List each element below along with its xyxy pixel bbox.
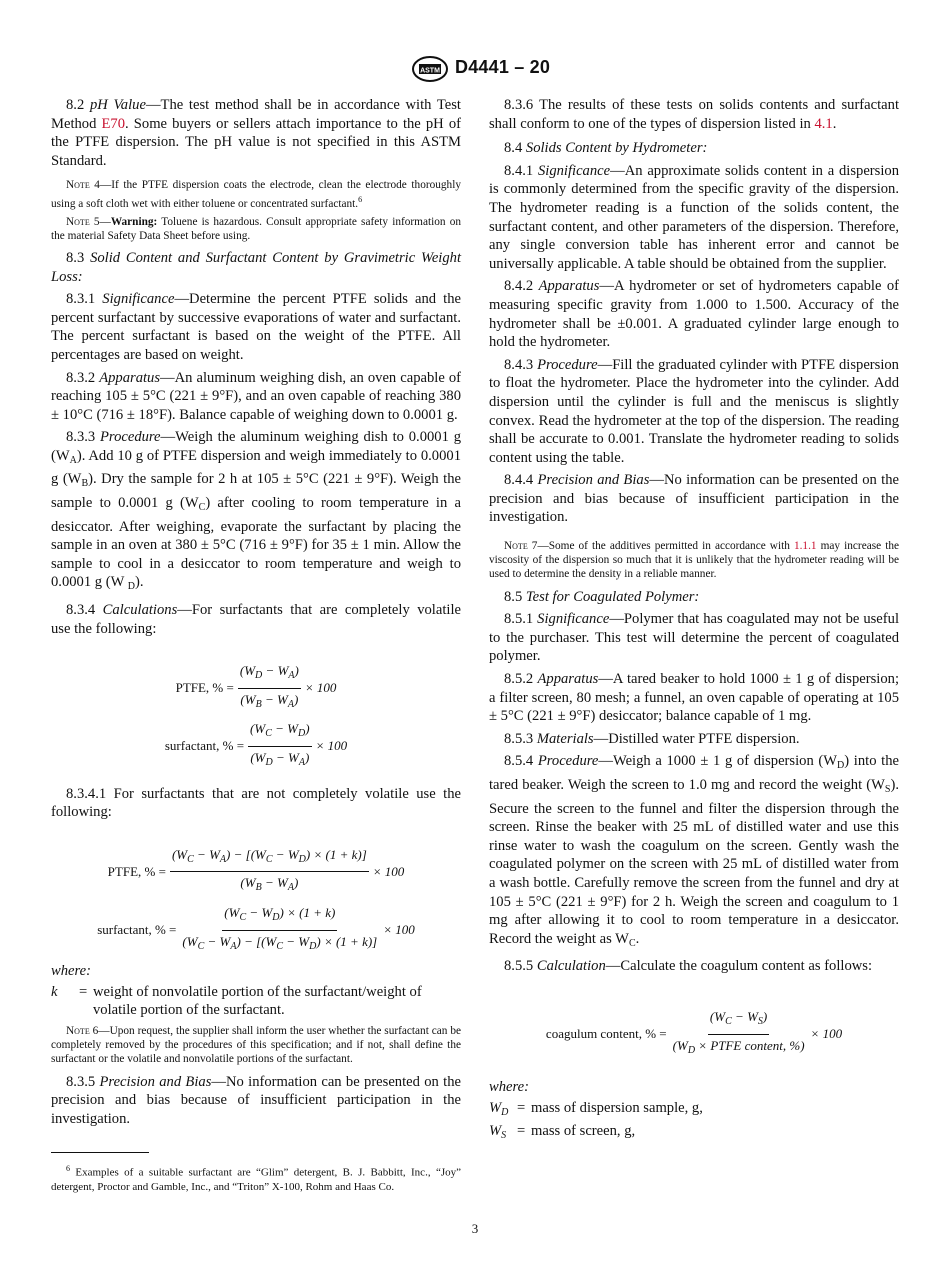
section-8-4-4: 8.4.4 Precision and Bias—No information can be presented on the precision and bias because of insufficient participation in the investigation. — [489, 472, 899, 526]
section-8-4-1: 8.4.1 Significance—An approximate solids content in a dispersion is commonly determined from the specific gravity of the dispersion. The hydrometer reading is a function of the solids content, the surfactant content, and other parameters of the dispersion. Therefore, any single conversion table has inherent error and cannot be universally applicable. A table should be obtained from the supplier. — [489, 162, 899, 272]
definition-k: k = weight of nonvolatile portion of the surfactant/weight of volatile portion of the surfactant. — [51, 983, 422, 1019]
right-column — [489, 96, 899, 1150]
logo-text: ASTM — [420, 67, 440, 75]
section-8-5-1: 8.5.1 Significance—Polymer that has coagulated may not be useful to the purchaser. This test will determine the percent of coagulated polymer. — [489, 611, 899, 665]
section-8-3-5: 8.3.5 Precision and Bias—No information can be presented on the precision and bias because of insufficient participation in the investigation. — [51, 1073, 461, 1127]
section-8-2: 8.2 pH Value—The test method shall be in accordance with Test Method E70. Some buyers or sellers attach importance to the pH of the PTFE dispersion. The pH value is not specified in this ASTM Standard. — [51, 97, 461, 169]
section-8-3-6: 8.3.6 The results of these tests on solids contents and surfactant shall conform to one of the types of dispersion listed in 4.1. — [489, 97, 900, 132]
section-8-3: 8.3 Solid Content and Surfactant Content by Gravimetric Weight Loss: — [51, 249, 461, 285]
link-4-1[interactable]: 4.1 — [814, 115, 833, 132]
footnote-6: $^6$ Examples of a suitable surfactant are “Glim” detergent, B. J. Babbitt, Inc., “Joy” detergent, Proctor and Gamble, Inc., and “Triton” X-100, Rohm and Haas Co. — [51, 1164, 461, 1193]
definition-ws: $W_S$ = mass of screen, g, — [489, 1123, 636, 1142]
document-id: D4441 – 20 — [455, 57, 551, 77]
note-7: Note 7—Some of the additives permitted in accordance with 1.1.1 may increase the viscosity of the dispersion so much that it is unlikely that the hydrometer reading will be used to determine the density in a reliable manner. — [489, 540, 899, 581]
section-8-5-5: 8.5.5 Calculation—Calculate the coagulum content as follows: — [504, 958, 873, 975]
section-8-3-2: 8.3.2 Apparatus—An aluminum weighing dish, an oven capable of reaching 105 ± 5°C (221 ± 9°F), and an oven capable of reaching 380 ± 10°C (716 ± 18°F). Balance capable of weighing down to 0.0001 g. — [51, 369, 461, 423]
section-8-3-4: 8.3.4 Calculations—For surfactants that are completely volatile use the following: — [51, 602, 461, 637]
equation-surfactant-nonvolatile: surfactant, % = $\frac{(W_C - W_D) \times (1 + k)}{(W_C - W_A) - [(W_C - W_D) \times (1 + k)]}$ × 100 — [97, 904, 415, 952]
section-8-3-4-1: 8.3.4.1 For surfactants that are not completely volatile use the following: — [51, 785, 461, 821]
link-e70[interactable]: E70 — [101, 115, 126, 132]
section-8-4-2: 8.4.2 Apparatus—A hydrometer or set of hydrometers capable of measuring specific gravity from 1.000 to 1.500. Accuracy of the hydrometer shall be ±0.001. A graduated cylinder large enough to hold the hydrometer. — [489, 278, 899, 351]
note-4: Note 4—If the PTFE dispersion coats the electrode, clean the electrode thoroughly using a soft cloth wet with either toluene or concentrated surfactant.$^6$ — [51, 179, 461, 210]
section-8-5: 8.5 Test for Coagulated Polymer: — [504, 588, 700, 605]
definition-wd: $W_D$ = mass of dispersion sample, g, — [489, 1099, 703, 1118]
link-1-1-1[interactable]: 1.1.1 — [793, 540, 817, 553]
equation-ptfe-volatile: PTFE, % = $\frac{(W_D - W_A)}{(W_B - W_A)}$ × 100 — [175, 663, 337, 710]
left-column — [51, 96, 461, 1132]
section-8-4-3: 8.4.3 Procedure—Fill the graduated cylinder with PTFE dispersion to float the hydrometer. Place the hydrometer into the cylinder. Add dispersion until the cylinder is full and the meniscus is slightly convex. Read the hydrometer at the top of the dispersion. The reading shall be accurate to 0.001. Translate the hydrometer reading to solids content using the table. — [489, 356, 899, 466]
equation-surfactant-volatile: surfactant, % = $\frac{(W_C - W_D)}{(W_D - W_A)}$ × 100 — [164, 721, 348, 769]
section-8-5-2: 8.5.2 Apparatus—A tared beaker to hold 1000 ± 1 g of dispersion; a filter screen, 80 mesh; a funnel, an oven capable of operating at 105 ± 5°C (221 ± 9°F) desiccator; balance capable of 1 mg. — [489, 671, 900, 725]
section-8-4: 8.4 Solids Content by Hydrometer: — [504, 140, 708, 157]
where-label-right: where: — [489, 1079, 529, 1096]
equation-coagulum: coagulum content, % = $\frac{(W_C - W_S)}{(W_D \times PTFE content, \%)}$ × 100 — [545, 1008, 843, 1056]
page-header — [0, 56, 950, 82]
note-6: Note 6—Upon request, the supplier shall inform the user whether the surfactant can be completely removed by the procedures of this specification; and if not, shall define the surfactant or the volatile and nonvolatile portions of the surfactant. — [51, 1024, 462, 1066]
where-label: where: — [51, 963, 91, 980]
section-8-5-4: 8.5.4 Procedure—Weigh a 1000 ± 1 g of dispersion $(W_D)$ into the tared beaker. Weigh the screen to 1.0 mg and record the weight $(W_S)$. Secure the screen to the funnel and filter the dispersion through the screen. Rinse the beaker with 25 mL of distilled water and use this rinse water to wash the coagulum on the screen. Gently wash the coagulated polymer on the screen with 25 mL of distilled water from a wash bottle. Carefully remove the screen from the funnel and dry at 105 ± 5°C (221 ± 9°F) for 2 h. Weigh the screen and coagulum to 1 mg after allowing it to cool to room temperature in a desiccator. Record the weight as $W_C$. — [489, 753, 899, 949]
section-8-5-3: 8.5.3 Materials—Distilled water PTFE dispersion. — [504, 730, 800, 747]
footnote-rule — [51, 1152, 149, 1153]
page-number: 3 — [471, 1221, 479, 1236]
astm-logo-icon — [410, 56, 450, 82]
equation-ptfe-nonvolatile: PTFE, % = $\frac{(W_C - W_A) - [(W_C - W_D) \times (1 + k)]}{(W_B - W_A)}$ × 100 — [107, 846, 405, 894]
note-5: Note 5—Warning: Toluene is hazardous. Consult appropriate safety information on the material Safety Data Sheet before using. — [51, 215, 461, 242]
section-8-3-1: 8.3.1 Significance—Determine the percent PTFE solids and the percent surfactant by successive evaporations of water and surfactant. The percent surfactant is based on the weight of the PTFE. All percentages are based on weight. — [51, 291, 461, 363]
section-8-3-3: 8.3.3 Procedure—Weigh the aluminum weighing dish to 0.0001 g $(W_A)$. Add 10 g of PTFE dispersion and weigh immediately to 0.0001 g $(W_B)$. Dry the sample for 2 h at 105 ± 5°C (221 ± 9°F). Weigh the sample to 0.0001 g $(W_C)$ after cooling to room temperature in a desiccator. After weighing, evaporate the surfactant by placing the sample in an oven at 380 ± 5°C (716 ± 9°F) for 35 ± 1 min. Allow the sample to cool in a desiccator to room temperature and weigh to 0.0001 g (W $_D$). — [51, 429, 462, 593]
